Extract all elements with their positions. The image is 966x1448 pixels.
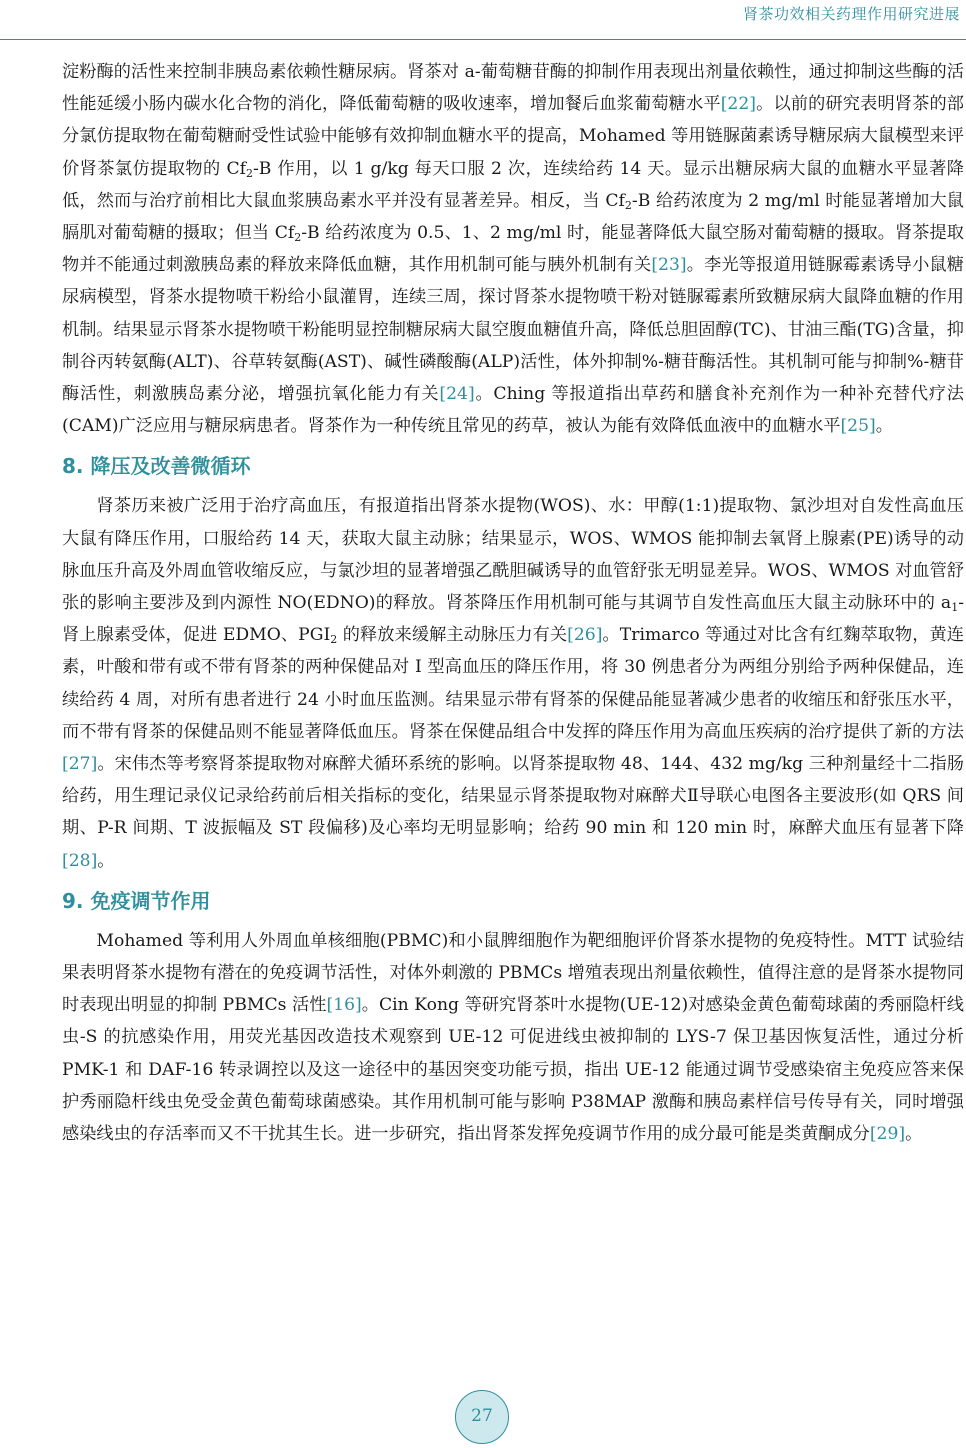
text-run: 。	[875, 416, 893, 437]
section-heading-8: 8. 降压及改善微循环	[62, 454, 251, 479]
text-run: -B 给药浓度为 2 mg/ml 时能显著增加大鼠膈肌对葡萄糖的摄取；但当 Cf	[62, 190, 964, 244]
citation-link[interactable]: [27]	[62, 754, 98, 775]
running-title: 肾茶功效相关药理作用研究进展	[742, 5, 960, 23]
citation-link[interactable]: [26]	[567, 625, 603, 646]
subscript: 2	[330, 633, 338, 647]
citation-link[interactable]: [23]	[651, 255, 687, 276]
citation-link[interactable]: [28]	[62, 850, 98, 871]
paragraph-diabetes	[62, 56, 964, 442]
text-run: 。Ching 等报道指出草药和膳食补充剂作为一种补充替代疗法(CAM)广泛应用与糖尿病患者。肾茶作为一种传统且常见的药草，被认为能有效降低血液中的血糖水平	[62, 384, 964, 437]
text-run: 。以前的研究表明肾茶的部分氯仿提取物在葡萄糖耐受性试验中能够有效抑制血糖水平的提高，Mohamed 等用链脲菌素诱导糖尿病大鼠模型来评价肾茶氯仿提取物的 Cf	[62, 94, 964, 179]
text-run: 。	[97, 850, 115, 871]
citation-link[interactable]: [16]	[326, 995, 362, 1016]
section-heading-9: 9. 免疫调节作用	[62, 888, 211, 913]
article-body	[62, 56, 964, 1150]
text-run: 。	[905, 1124, 923, 1145]
citation-link[interactable]: [22]	[720, 94, 756, 115]
text-run: 。李光等报道用链脲霉素诱导小鼠糖尿病模型，肾茶水提物喷干粉给小鼠灌胃，连续三周，探讨肾茶水提物喷干粉对链脲霉素所致糖尿病大鼠降血糖的作用机制。结果显示肾茶水提物喷干粉能明显控制糖尿病大鼠空腹血糖值升高，降低总胆固醇(TC)、甘油三酯(TG)含量，抑制谷丙转氨酶(ALT)、谷草转氨酶(AST)、碱性磷酸酶(ALP)活性，体外抑制%-糖苷酶活性。其机制可能与抑制%-糖苷酶活性，刺激胰岛素分泌，增强抗氧化能力有关	[62, 255, 964, 405]
text-run: 。宋伟杰等考察肾茶提取物对麻醉犬循环系统的影响。以肾茶提取物 48、144、432 mg/kg 三种剂量经十二指肠给药，用生理记录仪记录给药前后相关指标的变化，结果显示肾茶提取物对麻醉犬Ⅱ导联心电图各主要波形(如 QRS 间期、P-R 间期、T 波振幅及 ST 段偏移)及心率均无明显影响；给药 90 min 和 120 min 时，麻醉犬血压有显著下降	[62, 754, 964, 839]
text-run: 肾茶历来被广泛用于治疗高血压，有报道指出肾茶水提物(WOS)、水：甲醇(1:1)提取物、氯沙坦对自发性高血压大鼠有降压作用，口服给药 14 天，获取大鼠主动脉；结果显示，WOS、WMOS 能抑制去氧肾上腺素(PE)诱导的动脉血压升高及外周血管收缩反应，与氯沙坦的显著增强乙酰胆碱诱导的血管舒张无明显差异。WOS、WMOS 对血管舒张的影响主要涉及到内源性 NO(EDNO)的释放。肾茶降压作用机制可能与其调节自发性高血压大鼠主动脉环中的 a	[62, 496, 964, 614]
running-header	[0, 0, 966, 40]
text-run: Mohamed 等利用人外周血单核细胞(PBMC)和小鼠脾细胞作为靶细胞评价肾茶水提物的免疫特性。MTT 试验结果表明肾茶水提物有潜在的免疫调节活性，对体外刺激的 PBMCs 增殖表现出剂量依赖性，值得注意的是肾茶水提物同时表现出明显的抑制 PBMCs 活性	[62, 930, 964, 1016]
citation-link[interactable]: [25]	[840, 416, 876, 437]
text-run: -B 作用，以 1 g/kg 每天口服 2 次，连续给药 14 天。显示出糖尿病大鼠的血糖水平显著降低，然而与治疗前相比大鼠血浆胰岛素水平并没有显著差异。相反，当 Cf	[62, 158, 964, 211]
text-run: 淀粉酶的活性来控制非胰岛素依赖性糖尿病。肾茶对 a-葡萄糖苷酶的抑制作用表现出剂量依赖性，通过抑制这些酶的活性能延缓小肠内碳水化合物的消化，降低葡萄糖的吸收速率，增加餐后血浆葡萄糖水平	[62, 62, 964, 115]
citation-link[interactable]: [24]	[439, 384, 475, 405]
text-run: 。Cin Kong 等研究肾茶叶水提物(UE-12)对感染金黄色葡萄球菌的秀丽隐杆线虫-S 的抗感染作用，用荧光基因改造技术观察到 UE-12 可促进线虫被抑制的 LYS-7 保卫基因恢复活性，通过分析 PMK-1 和 DAF-16 转录调控以及这一途径中的基因突变功能亏损，指出 UE-12 能通过调节受感染宿主免疫应答来保护秀丽隐杆线虫免受金黄色葡萄球菌感染。其作用机制可能与影响 P38MAP 激酶和胰岛素样信号传导有关，同时增强感染线虫的存活率而又不干扰其生长。进一步研究，指出肾茶发挥免疫调节作用的成分最可能是类黄酮成分	[62, 995, 964, 1145]
text-run: 。Trimarco 等通过对比含有红麴萃取物，黄连素，叶酸和带有或不带有肾茶的两种保健品对 I 型高血压的降压作用，将 30 例患者分为两组分别给予两种保健品，连续给药 4 周，对所有患者进行 24 小时血压监测。结果显示带有肾茶的保健品能显著减少患者的收缩压和舒张压水平，而不带有肾茶的保健品则不能显著降低血压。肾茶在保健品组合中发挥的降压作用为高血压疾病的治疗提供了新的方法	[62, 625, 964, 742]
subscript: 2	[624, 198, 632, 212]
page-number: 27	[471, 1406, 493, 1426]
subscript: 2	[246, 166, 253, 180]
page-number-badge	[455, 1390, 509, 1444]
text-run: -肾上腺素受体，促进 EDMO、PGI	[62, 593, 964, 646]
subscript: 2	[294, 231, 302, 245]
paragraph-hypertension	[62, 490, 964, 876]
paragraph-immunity	[62, 925, 964, 1150]
text-run: 的释放来缓解主动脉压力有关	[337, 625, 568, 646]
subscript: 1	[951, 601, 959, 615]
text-run: -B 给药浓度为 0.5、1、2 mg/ml 时，能显著降低大鼠空肠对葡萄糖的摄取。肾茶提取物并不能通过刺激胰岛素的释放来降低血糖，其作用机制可能与胰外机制有关	[62, 223, 964, 276]
citation-link[interactable]: [29]	[869, 1124, 906, 1145]
